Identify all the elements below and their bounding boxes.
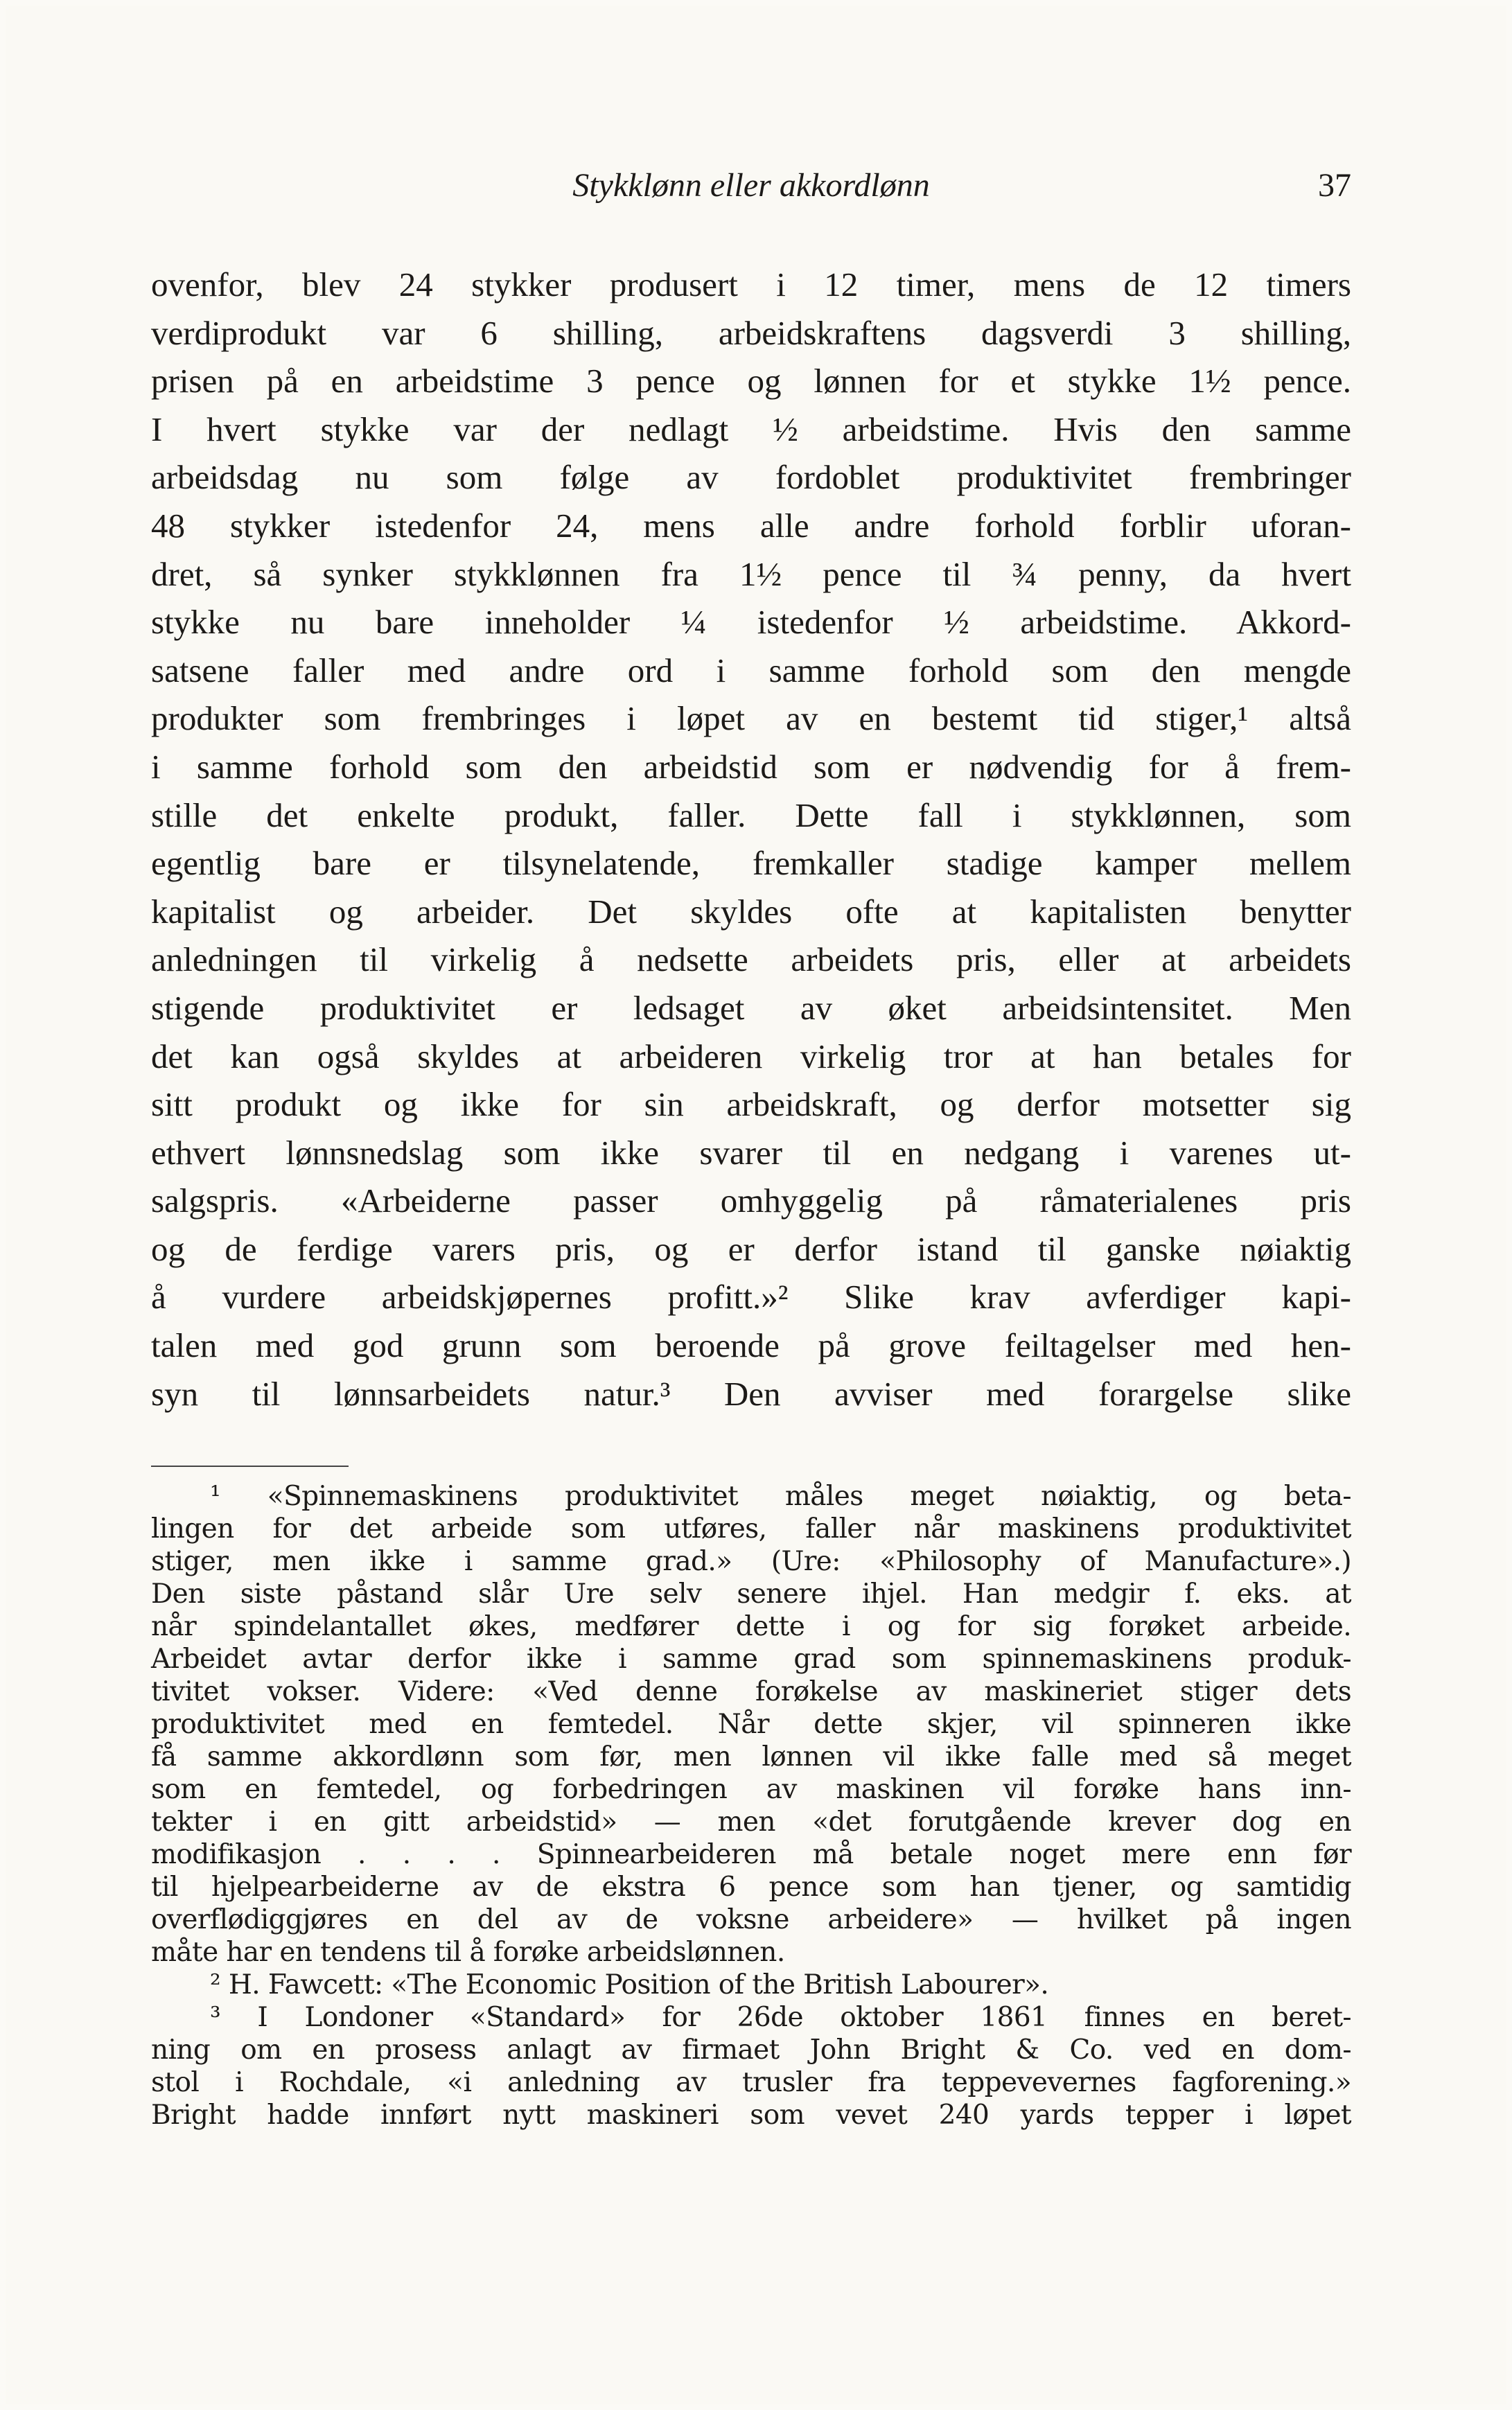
body-line: satsene faller med andre ord i samme forhold som den mengde bbox=[151, 651, 1351, 689]
footnote-line: til hjelpearbeiderne av de ekstra 6 pence som han tjener, og samtidig bbox=[151, 1872, 1351, 1903]
footnote-line: Den siste påstand slår Ure selv senere ihjel. Han medgir f. eks. at bbox=[151, 1578, 1351, 1610]
footnote-line: overflødiggjøres en del av de voksne arbeidere» — hvilket på ingen bbox=[151, 1904, 1351, 1935]
footnote-line: ² H. Fawcett: «The Economic Position of the British Labourer». bbox=[210, 1969, 1049, 2000]
body-line: og de ferdige varers pris, og er derfor istand til ganske nøiaktig bbox=[151, 1229, 1351, 1268]
body-line: det kan også skyldes at arbeideren virkelig tror at han betales for bbox=[151, 1037, 1351, 1075]
footnote-line: Bright hadde innført nytt maskineri som vevet 240 yards tepper i løpet bbox=[151, 2100, 1351, 2131]
footnote-line: når spindelantallet økes, medfører dette i og for sig forøket arbeide. bbox=[151, 1611, 1351, 1642]
footnote-line: som en femtedel, og forbedringen av maskinen vil forøke hans inn- bbox=[151, 1774, 1351, 1805]
footnote-line: lingen for det arbeide som utføres, faller når maskinens produktivitet bbox=[151, 1513, 1351, 1545]
body-line: sitt produkt og ikke for sin arbeidskraft, og derfor motsetter sig bbox=[151, 1085, 1351, 1124]
body-line: stille det enkelte produkt, faller. Dette fall i stykklønnen, som bbox=[151, 795, 1351, 834]
body-line: i samme forhold som den arbeidstid som er nødvendig for å frem- bbox=[151, 747, 1351, 786]
footnote-line: Arbeidet avtar derfor ikke i samme grad som spinnemaskinens produk- bbox=[151, 1644, 1351, 1675]
body-line: egentlig bare er tilsynelatende, fremkaller stadige kamper mellem bbox=[151, 844, 1351, 883]
body-line: ethvert lønnsnedslag som ikke svarer til en nedgang i varenes ut- bbox=[151, 1133, 1351, 1172]
footnote-line: tekter i en gitt arbeidstid» — men «det forutgående krever dog en bbox=[151, 1806, 1351, 1838]
page-number: 37 bbox=[1318, 167, 1351, 204]
body-line: talen med god grunn som beroende på grove feiltagelser med hen- bbox=[151, 1326, 1351, 1365]
running-title: Stykklønn eller akkordlønn bbox=[572, 167, 930, 204]
footnote-line: ³ I Londoner «Standard» for 26de oktober 1861 finnes en beret- bbox=[210, 2002, 1351, 2033]
footnote-line: få samme akkordlønn som før, men lønnen vil ikke falle med så meget bbox=[151, 1741, 1351, 1773]
footnotes bbox=[151, 1480, 1351, 2131]
body-line: stigende produktivitet er ledsaget av øket arbeidsintensitet. Men bbox=[151, 988, 1351, 1027]
body-line: å vurdere arbeidskjøpernes profitt.»² Slike krav avferdiger kapi- bbox=[151, 1278, 1351, 1317]
footnote-line: tivitet vokser. Videre: «Ved denne forøkelse av maskineriet stiger dets bbox=[151, 1676, 1351, 1707]
footnote-line: ning om en prosess anlagt av firmaet John Bright & Co. ved en dom- bbox=[151, 2034, 1351, 2066]
body-line: stykke nu bare inneholder ¼ istedenfor ½ arbeidstime. Akkord- bbox=[151, 603, 1351, 642]
body-line: arbeidsdag nu som følge av fordoblet produktivitet frembringer bbox=[151, 458, 1351, 497]
body-line: anledningen til virkelig å nedsette arbeidets pris, eller at arbeidets bbox=[151, 940, 1351, 979]
body-line: ovenfor, blev 24 stykker produsert i 12 timer, mens de 12 timers bbox=[151, 265, 1351, 304]
book-page bbox=[6, 6, 1506, 2404]
footnote-line: måte har en tendens til å forøke arbeidslønnen. bbox=[151, 1937, 785, 1968]
footnote-line: modifikasjon . . . . Spinnearbeideren må betale noget mere enn før bbox=[151, 1839, 1351, 1870]
footnote-line: stol i Rochdale, «i anledning av trusler fra teppevevernes fagforening.» bbox=[151, 2067, 1351, 2098]
footnote-line: ¹ «Spinnemaskinens produktivitet måles meget nøiaktig, og beta- bbox=[210, 1481, 1351, 1512]
body-line: syn til lønnsarbeidets natur.³ Den avviser med forargelse slike bbox=[151, 1374, 1351, 1413]
body-line: produkter som frembringes i løpet av en bestemt tid stiger,¹ altså bbox=[151, 699, 1351, 738]
footnote-line: produktivitet med en femtedel. Når dette skjer, vil spinneren ikke bbox=[151, 1709, 1351, 1740]
body-line: salgspris. «Arbeiderne passer omhyggelig på råmaterialenes pris bbox=[151, 1181, 1351, 1220]
footnote-line: stiger, men ikke i samme grad.» (Ure: «Philosophy of Manufacture».) bbox=[151, 1546, 1351, 1577]
body-text bbox=[151, 261, 1351, 1418]
body-line: kapitalist og arbeider. Det skyldes ofte at kapitalisten benytter bbox=[151, 892, 1351, 931]
body-line: prisen på en arbeidstime 3 pence og lønnen for et stykke 1½ pence. bbox=[151, 362, 1351, 401]
body-line: dret, så synker stykklønnen fra 1½ pence til ¾ penny, da hvert bbox=[151, 554, 1351, 593]
footnote-divider bbox=[151, 1466, 349, 1467]
body-line: verdiprodukt var 6 shilling, arbeidskraftens dagsverdi 3 shilling, bbox=[151, 313, 1351, 352]
page-header bbox=[151, 166, 1351, 215]
body-line: I hvert stykke var der nedlagt ½ arbeidstime. Hvis den samme bbox=[151, 410, 1351, 448]
body-line: 48 stykker istedenfor 24, mens alle andre forhold forblir uforan- bbox=[151, 506, 1351, 545]
